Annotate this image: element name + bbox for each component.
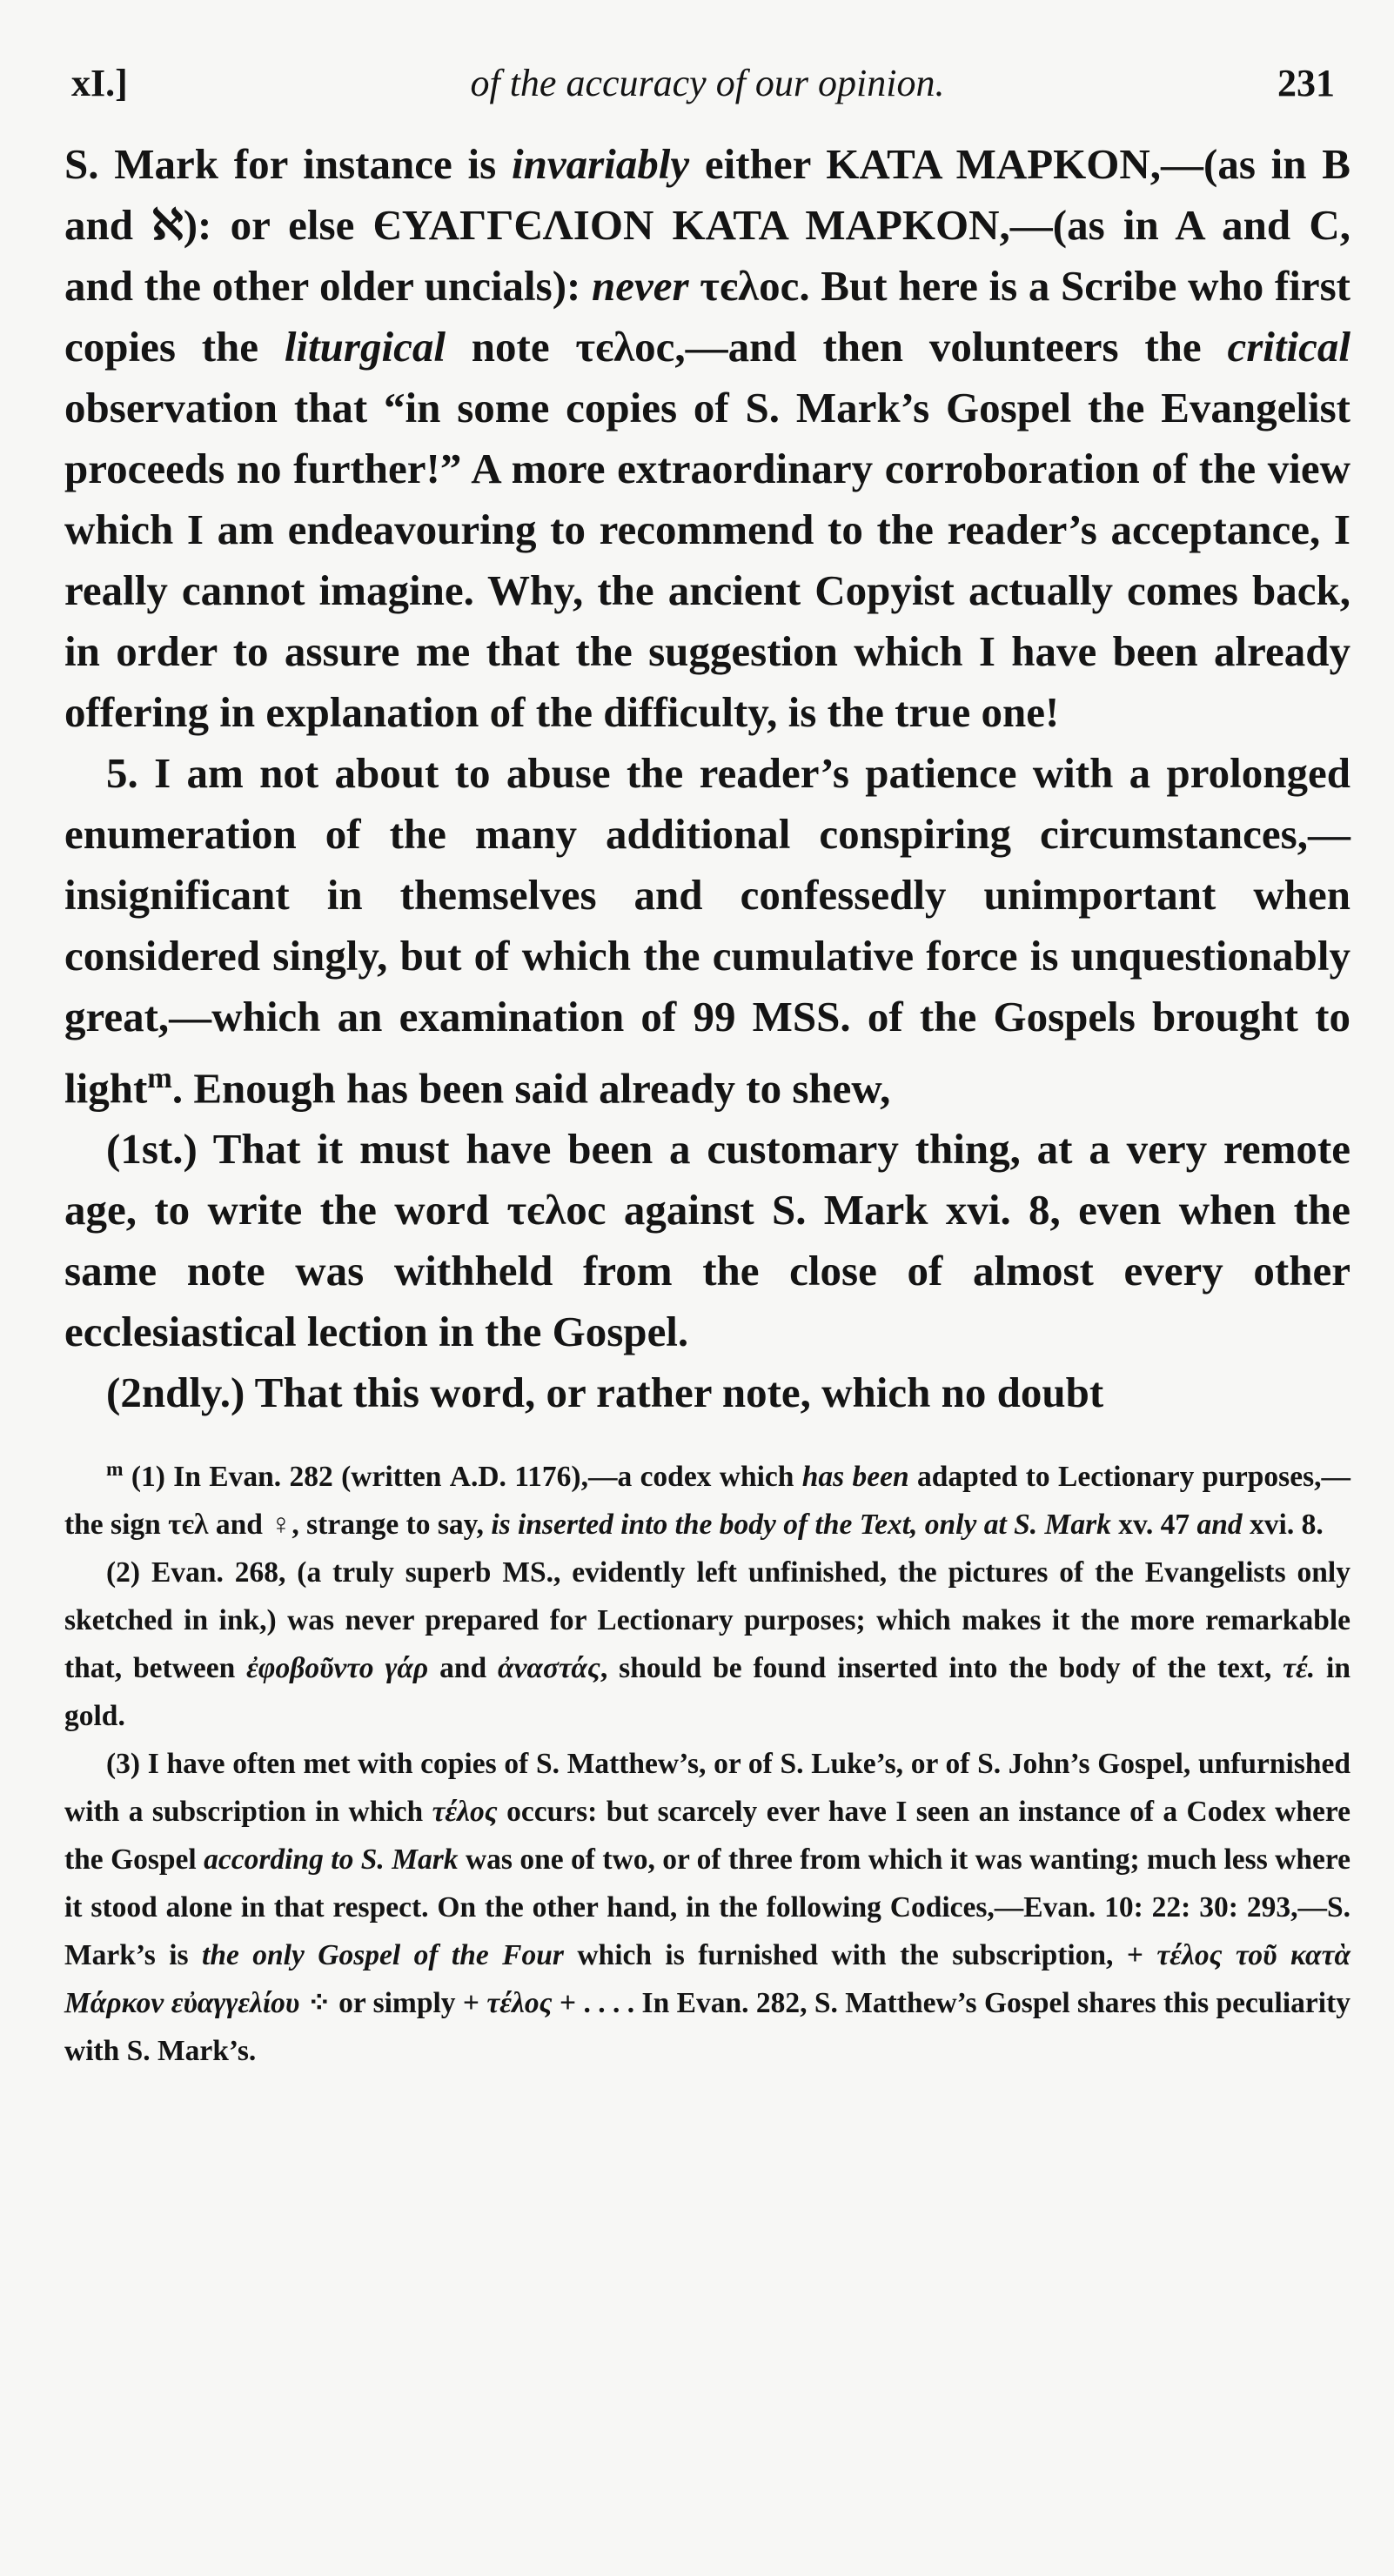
chapter-marker: xI.] — [71, 62, 128, 104]
paragraph-4: (2ndly.) That this word, or rather note, which no doubt — [106, 1368, 1104, 1417]
running-title: of the accuracy of our opinion. — [470, 62, 945, 104]
footnotes — [64, 1446, 1350, 2075]
paragraph-3: (1st.) That it must have been a customary thing, at a very remote age, to write the word τєλoc against S. Mark xvi. 8, even when the same note was withheld from the close of almost every other ecclesiastical lection in the Gospel. — [64, 1125, 1350, 1356]
running-head — [64, 61, 1350, 122]
paragraph-2: 5. I am not about to abuse the reader’s patience with a prolonged enumeration of the many additional conspiring circumstances,—insignificant in themselves and confessedly unimportant when considered singly, but of which the cumulative force is unquestionably great,—which an examination of 99 MSS. of the Gospels brought to light$^m$. Enough has been said already to shew, — [64, 749, 1350, 1113]
main-text — [64, 134, 1350, 1423]
footnote-marker: m — [106, 1458, 124, 1482]
page-number: 231 — [1277, 62, 1335, 104]
footnote-2: (2) Evan. 268, (a truly superb MS., evidently left unfinished, the pictures of the Evangelists only sketched in ink,) was never prepared for Lectionary purposes; which makes it the more remarkable that, between ἐφοβοῦντο γάρ and ἀναστάς, should be found inserted into the body of the text, τέ. in gold. — [64, 1556, 1350, 1733]
footnote-marker: m — [147, 1061, 172, 1094]
paragraph-1: S. Mark for instance is invariably either KATA MAPKON,—(as in B and ℵ): or else ЄYAΓΓЄΛION KATA MAPKON,—(as in A and C, and the other older uncials): never τєλoc. But here is a Scribe who first copies the liturgical note τєλoc,—and then volunteers the critical observation that “in some copies of S. Mark’s Gospel the Evangelist proceeds no further!” A more extraordinary corroboration of the view which I am endeavouring to recommend to the reader’s acceptance, I really cannot imagine. Why, the ancient Copyist actually comes back, in order to assure me that the suggestion which I have been already offering in explanation of the difficulty, is the true one! — [64, 140, 1350, 736]
footnote-3: (3) I have often met with copies of S. Matthew’s, or of S. Luke’s, or of S. John’s Gospel, unfurnished with a subscription in which τέλος occurs: but scarcely ever have I seen an instance of a Codex where the Gospel according to S. Mark was one of two, or of three from which it was wanting; much less where it stood alone in that respect. On the other hand, in the following Codices,—Evan. 10: 22: 30: 293,—S. Mark’s is the only Gospel of the Four which is furnished with the subscription, + τέλος τοῦ κατὰ Μάρκον εὐαγγελίου ⁘ or simply + τέλος + . . . . In Evan. 282, S. Matthew’s Gospel shares this peculiarity with S. Mark’s. — [64, 1748, 1350, 2068]
footnote-1: $^m$ (1) In Evan. 282 (written A.D. 1176),—a codex which has been adapted to Lectionary purposes,—the sign τєλ and ♀, strange to say, is inserted into the body of the Text, only at S. Mark xv. 47 and xvi. 8. — [64, 1458, 1350, 1542]
